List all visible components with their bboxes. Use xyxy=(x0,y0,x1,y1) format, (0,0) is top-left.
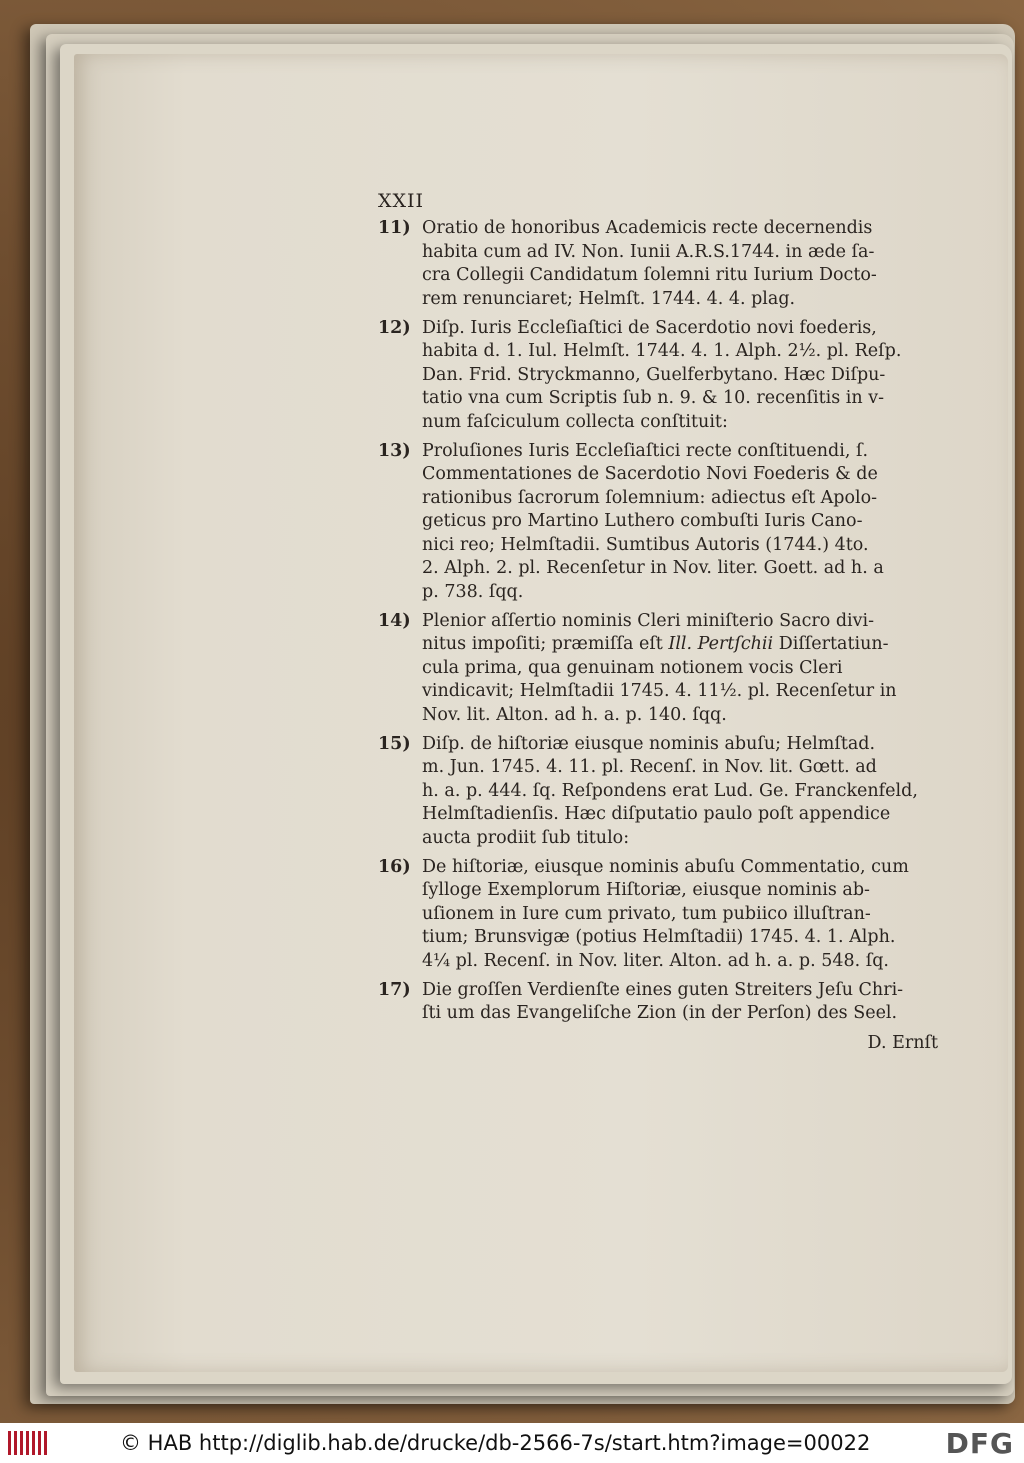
entry-line: Plenior aſſertio nominis Cleri miniſterio Sacro divi- xyxy=(422,610,875,631)
entry-line: habita d. 1. Iul. Helmſt. 1744. 4. 1. Alph. 2½. pl. Reſp. xyxy=(422,341,902,362)
entry-15 xyxy=(378,733,938,850)
entry-line: Helmſtadienſis. Hæc diſputatio paulo poſt appendice xyxy=(422,804,891,825)
entry-line-part: nitus impoſiti; præmiſſa eſt xyxy=(422,634,669,655)
entry-line: rem renunciaret; Helmſt. 1744. 4. 4. plag. xyxy=(422,288,796,309)
entry-line: habita cum ad IV. Non. Iunii A.R.S.1744. in æde ſa- xyxy=(422,241,875,262)
entry-line: Die groſſen Verdienſte eines guten Streiters Jeſu Chri- xyxy=(422,980,904,1000)
entry-line: Oratio de honoribus Academicis recte decernendis xyxy=(422,218,873,239)
entry-number: 15) xyxy=(378,733,411,754)
entry-number: 12) xyxy=(378,318,411,339)
viewer-footer xyxy=(0,1423,1024,1463)
page-text xyxy=(378,190,938,1055)
entry-line: ſti um das Evangeliſche Zion (in der Perſon) des Seel. xyxy=(422,1003,898,1024)
entry-line: vindicavit; Helmſtadii 1745. 4. 11½. pl. Recenſetur in xyxy=(422,681,897,702)
copyright-url[interactable]: © HAB http://diglib.hab.de/drucke/db-2566-7s/start.htm?image=00022 xyxy=(120,1431,871,1455)
entry-line: De hiſtoriæ, eiusque nominis abuſu Commentatio, cum xyxy=(422,856,909,877)
entry-12 xyxy=(378,317,938,434)
entry-line: ſylloge Exemplorum Hiſtoriæ, eiusque nominis ab- xyxy=(422,880,870,901)
entry-11 xyxy=(378,217,938,311)
entry-line: Dan. Frid. Stryckmanno, Guelferbytano. Hæc Diſpu- xyxy=(422,364,886,385)
entry-line: geticus pro Martino Luthero combuſti Iuris Cano- xyxy=(422,511,863,532)
entry-line: rationibus ſacrorum ſolemnium: adiectus eſt Apolo- xyxy=(422,487,878,508)
entry-line: Diſp. de hiſtoriæ eiusque nominis abuſu; Helmſtad. xyxy=(422,733,876,754)
catchword: D. Ernſt xyxy=(867,1032,938,1053)
entry-line: Commentationes de Sacerdotio Novi Foederis & de xyxy=(422,464,878,485)
entry-line-part: Diſſertatiun- xyxy=(773,634,889,655)
dfg-logo: DFG xyxy=(945,1427,1014,1460)
entry-line-mixed xyxy=(422,633,938,656)
entry-line: cula prima, qua genuinam notionem vocis Cleri xyxy=(422,657,843,678)
entry-14 xyxy=(378,610,938,727)
entry-number: 17) xyxy=(378,980,411,1000)
entry-line: uſionem in Iure cum privato, tum pubiico illuſtran- xyxy=(422,903,871,924)
entry-17 xyxy=(378,979,938,1026)
entry-number: 13) xyxy=(378,441,411,462)
entry-line: tium; Brunsvigæ (potius Helmſtadii) 1745. 4. 1. Alph. xyxy=(422,927,896,948)
entry-line: Proluſiones Iuris Eccleſiaſtici recte conſtituendi, ſ. xyxy=(422,441,869,462)
entry-line: h. a. p. 444. ſq. Reſpondens erat Lud. Ge. Franckenfeld, xyxy=(422,780,918,801)
entry-number: 11) xyxy=(378,218,411,239)
hab-barcode-logo-icon xyxy=(8,1431,48,1455)
entry-number: 16) xyxy=(378,856,411,877)
entry-line: 2. Alph. 2. pl. Recenſetur in Nov. liter. Goett. ad h. a xyxy=(422,558,884,579)
entry-line: m. Jun. 1745. 4. 11. pl. Recenſ. in Nov. lit. Gœtt. ad xyxy=(422,757,877,778)
entry-line: cra Collegii Candidatum ſolemni ritu Iurium Docto- xyxy=(422,265,877,286)
entry-line: Nov. lit. Alton. ad h. a. p. 140. ſqq. xyxy=(422,704,727,725)
italic-author-name: Ill. Pertſchii xyxy=(668,634,774,655)
entry-line: Diſp. Iuris Eccleſiaſtici de Sacerdotio novi foederis, xyxy=(422,318,877,339)
entry-line: tatio vna cum Scriptis ſub n. 9. & 10. recenſitis in v- xyxy=(422,388,885,409)
entry-line: p. 738. ſqq. xyxy=(422,581,524,602)
entry-16 xyxy=(378,856,938,973)
entry-number: 14) xyxy=(378,610,411,631)
entry-line: aucta prodiit ſub titulo: xyxy=(422,827,630,848)
entry-line: 4¼ pl. Recenſ. in Nov. liter. Alton. ad h. a. p. 548. ſq. xyxy=(422,950,889,971)
page-number: XXII xyxy=(378,190,425,212)
entry-line: nici reo; Helmſtadii. Sumtibus Autoris (1744.) 4to. xyxy=(422,534,869,555)
entry-line: num faſciculum collecta conſtituit: xyxy=(422,411,728,432)
entry-13 xyxy=(378,440,938,604)
